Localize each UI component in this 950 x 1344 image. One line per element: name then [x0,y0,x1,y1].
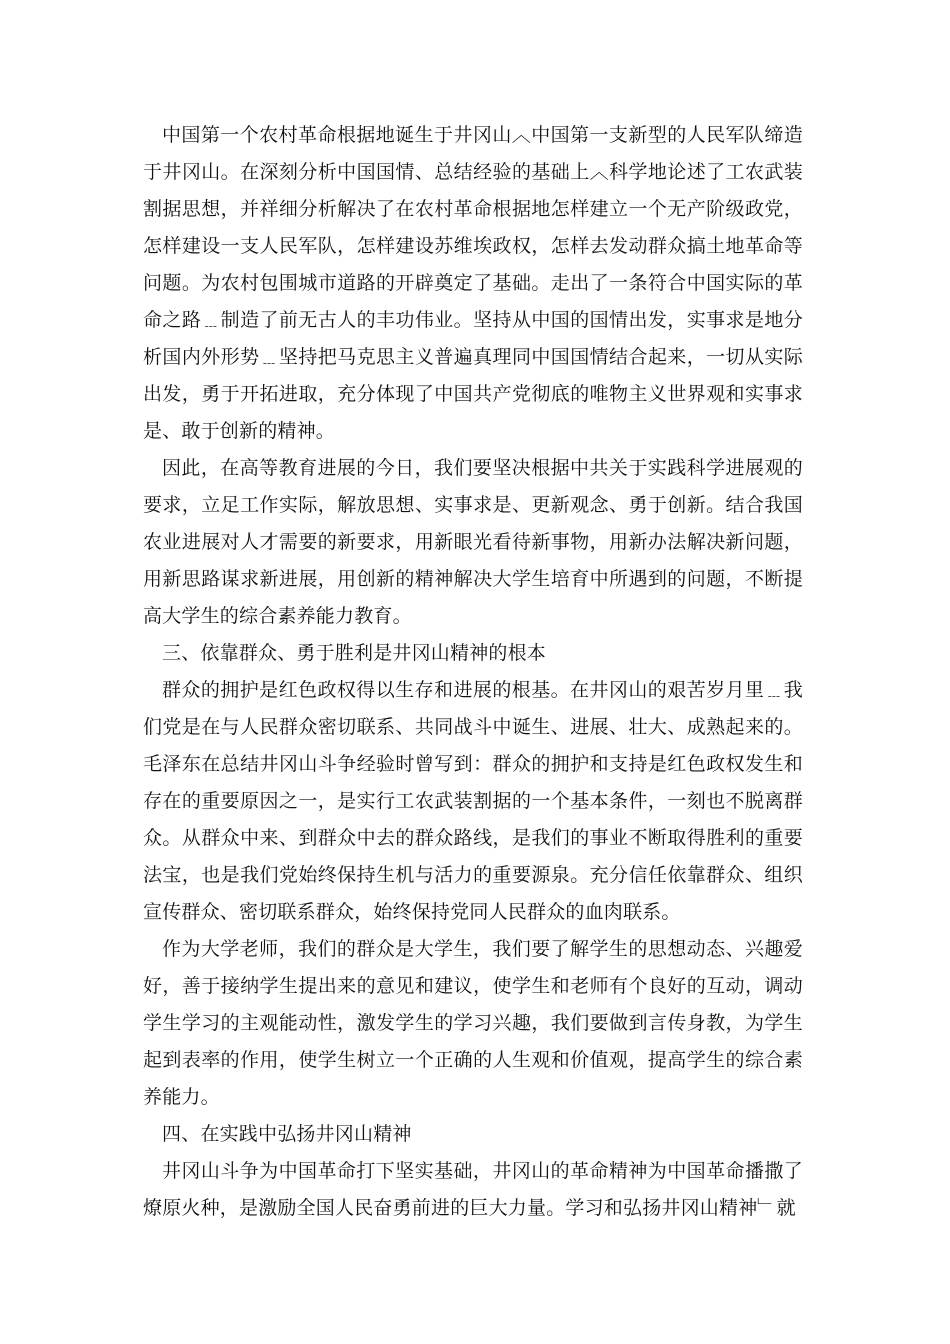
section-heading-4: 四、在实践中弘扬井冈山精神 [162,1123,412,1145]
paragraph-4: 作为大学老师，我们的群众是大学生，我们要了解学生的思想动态、兴趣爱好，善于接纳学生提出来的意见和建议，使学生和老师有个良好的互动，调动学生学习的主观能动性，激发学生的学习兴趣，我们要做到言传身教，为学生起到表率的作用，使学生树立一个正确的人生观和价值观，提高学生的综合素养能力。 [143,938,803,1108]
section-heading-3: 三、依靠群众、勇于胜利是井冈山精神的根本 [162,642,547,664]
paragraph-2: 因此，在高等教育进展的今日，我们要坚决根据中共关于实践科学进展观的要求，立足工作实际，解放思想、实事求是、更新观念、勇于创新。结合我国农业进展对人才需要的新要求，用新眼光看待新事物，用新办法解决新问题，用新思路谋求新进展，用创新的精神解决大学生培育中所遇到的问题，不断提高大学生的综合素养能力教育。 [143,457,803,627]
paragraph-3: 群众的拥护是红色政权得以生存和进展的根基。在井冈山的艰苦岁月里﹍我们党是在与人民群众密切联系、共同战斗中诞生、进展、壮大、成熟起来的。毛泽东在总结井冈山斗争经验时曾写到：群众的拥护和支持是红色政权发生和存在的重要原因之一，是实行工农武装割据的一个基本条件，一刻也不脱离群众。从群众中来、到群众中去的群众路线，是我们的事业不断取得胜利的重要法宝，也是我们党始终保持生机与活力的重要源泉。充分信任依靠群众、组织宣传群众、密切联系群众，始终保持党同人民群众的血肉联系。 [143,679,803,923]
paragraph-5: 井冈山斗争为中国革命打下坚实基础，井冈山的革命精神为中国革命播撒了燎原火种，是激励全国人民奋勇前进的巨大力量。学习和弘扬井冈山精神﹂就 [143,1160,803,1219]
paragraph-1: 中国第一个农村革命根据地诞生于井冈山︿中国第一支新型的人民军队缔造于井冈山。在深刻分析中国国情、总结经验的基础上︿科学地论述了工农武装割据思想，并祥细分析解决了在农村革命根据地怎样建立一个无产阶级政党，怎样建设一支人民军队，怎样建设苏维埃政权，怎样去发动群众搞土地革命等问题。为农村包围城市道路的开辟奠定了基础。走出了一条符合中国实际的革命之路﹍制造了前无古人的丰功伟业。坚持从中国的国情出发，实事求是地分析国内外形势﹍坚持把马克思主义普遍真理同中国国情结合起来，一切从实际出发，勇于开拓进取，充分体现了中国共产党彻底的唯物主义世界观和实事求是、敢于创新的精神。 [143,124,803,442]
document-body [143,117,803,1227]
